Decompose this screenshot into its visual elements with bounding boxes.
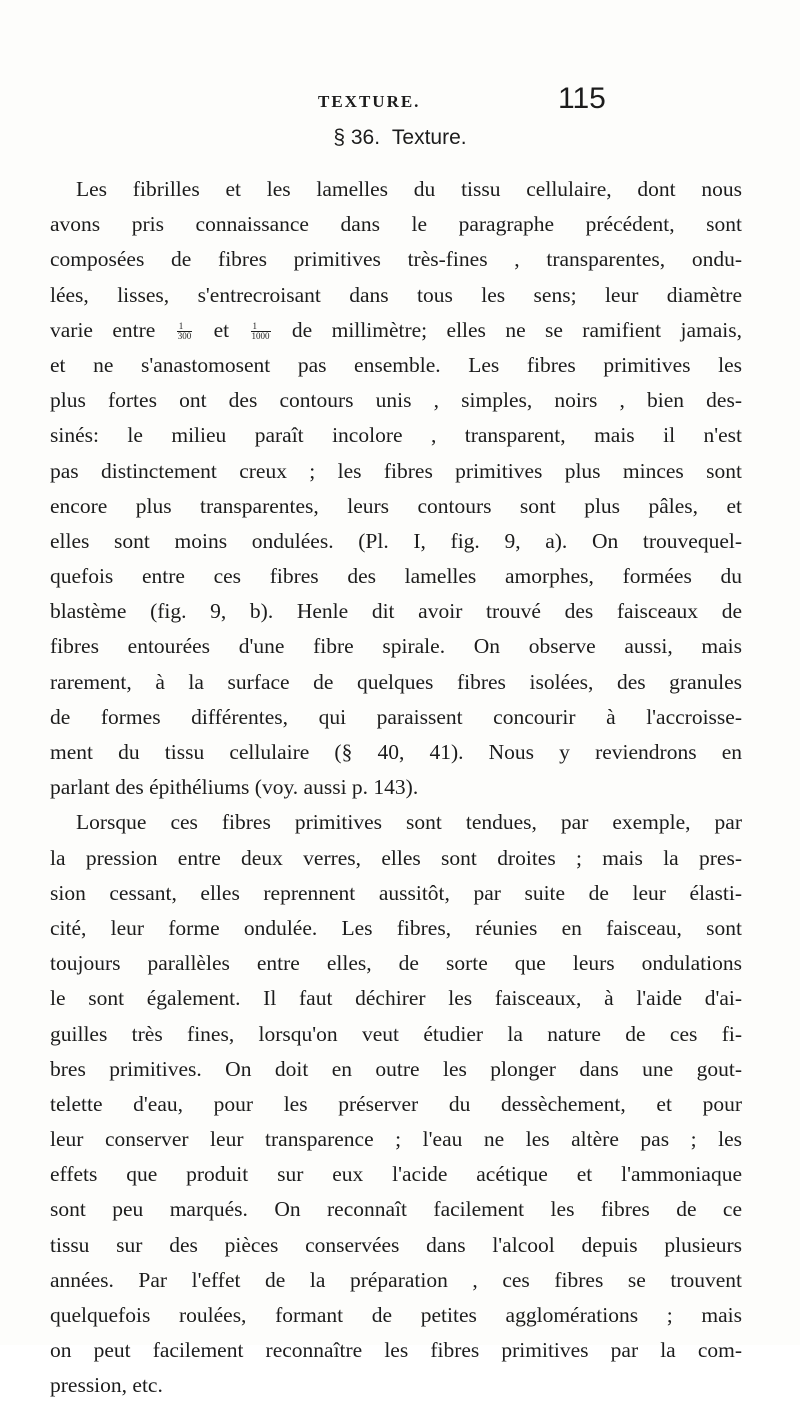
- text-line: avons pris connaissance dans le paragraphe précédent, sont: [50, 212, 742, 237]
- text-line: bres primitives. On doit en outre les plonger dans une gout-: [50, 1056, 742, 1081]
- text-line: pas distinctement creux ; les fibres primitives plus minces sont: [50, 458, 742, 483]
- body-text: [50, 172, 742, 1404]
- fraction-denominator: 1000: [251, 331, 270, 342]
- section-title: Texture.: [391, 126, 467, 149]
- fraction-numerator: 1: [177, 322, 193, 332]
- text-line: leur conserver leur transparence ; l'eau ne les altère pas ; les: [50, 1127, 742, 1152]
- text-line: guilles très fines, lorsqu'on veut étudier la nature de ces fi-: [50, 1021, 742, 1046]
- running-title: TEXTURE.: [318, 92, 421, 111]
- text-line: effets que produit sur eux l'acide acétique et l'ammoniaque: [50, 1162, 742, 1187]
- running-head: [0, 82, 800, 118]
- text-line: et ne s'anastomosent pas ensemble. Les fibres primitives les: [50, 352, 742, 377]
- text-line: toujours parallèles entre elles, de sorte que leurs ondulations: [50, 951, 742, 976]
- text-line: telette d'eau, pour les préserver du dessèchement, et pour: [50, 1091, 742, 1116]
- text-line: sont peu marqués. On reconnaît facilement les fibres de ce: [50, 1197, 742, 1222]
- text-line: rarement, à la surface de quelques fibres isolées, des granules: [50, 669, 742, 694]
- fraction-denominator: 300: [177, 331, 192, 342]
- text-line: composées de fibres primitives très-fines , transparentes, ondu-: [50, 247, 742, 272]
- text-line: Les fibrilles et les lamelles du tissu cellulaire, dont nous: [76, 177, 742, 201]
- paragraph-1: [50, 172, 742, 805]
- text-line: lées, lisses, s'entrecroisant dans tous les sens; leur diamètre: [50, 282, 742, 307]
- text-fragment: varie entre: [50, 317, 156, 342]
- paragraph-2: [50, 805, 742, 1403]
- fraction-numerator: 1: [251, 322, 271, 332]
- text-line: plus fortes ont des contours unis , simples, noirs , bien des-: [50, 388, 742, 413]
- text-line: le sont également. Il faut déchirer les faisceaux, à l'aide d'ai-: [50, 986, 742, 1011]
- text-line: blastème (fig. 9, b). Henle dit avoir trouvé des faisceaux de: [50, 599, 742, 624]
- text-line: quefois entre ces fibres des lamelles amorphes, formées du: [50, 564, 742, 589]
- page-number: 115: [558, 82, 606, 115]
- text-line-with-fractions: [50, 313, 742, 348]
- text-line: parlant des épithéliums (voy. aussi p. 143).: [50, 775, 419, 800]
- text-line: de formes différentes, qui paraissent concourir à l'accroisse-: [50, 704, 742, 729]
- text-line: sion cessant, elles reprennent aussitôt, par suite de leur élasti-: [50, 880, 742, 905]
- text-line: elles sont moins ondulées. (Pl. I, fig. 9, a). On trouvequel-: [50, 528, 742, 553]
- text-line: fibres entourées d'une fibre spirale. On observe aussi, mais: [50, 634, 742, 659]
- text-line: la pression entre deux verres, elles sont droites ; mais la pres-: [50, 845, 742, 870]
- text-line: quelquefois roulées, formant de petites agglomérations ; mais: [50, 1303, 742, 1327]
- text-line: tissu sur des pièces conservées dans l'alcool depuis plusieurs: [50, 1232, 742, 1257]
- section-heading: [0, 126, 800, 150]
- text-line: ment du tissu cellulaire (§ 40, 41). Nous y reviendrons en: [50, 740, 742, 764]
- text-line: on peut facilement reconnaître les fibres primitives par la com-: [50, 1338, 742, 1363]
- text-line: cité, leur forme ondulée. Les fibres, réunies en faisceau, sont: [50, 915, 742, 940]
- fraction-first: [177, 322, 193, 341]
- text-line: sinés: le milieu paraît incolore , transparent, mais il n'est: [50, 423, 742, 448]
- text-line: Lorsque ces fibres primitives sont tendues, par exemple, par: [76, 810, 742, 835]
- text-fragment: de millimètre; elles ne se ramifient jamais,: [291, 317, 742, 342]
- text-line: encore plus transparentes, leurs contours sont plus pâles, et: [50, 493, 742, 518]
- fraction-second: [251, 322, 271, 341]
- text-line: années. Par l'effet de la préparation , ces fibres se trouvent: [50, 1267, 742, 1292]
- text-fragment: et: [213, 317, 230, 342]
- text-line: pression, etc.: [50, 1373, 163, 1398]
- section-number: § 36.: [333, 126, 381, 149]
